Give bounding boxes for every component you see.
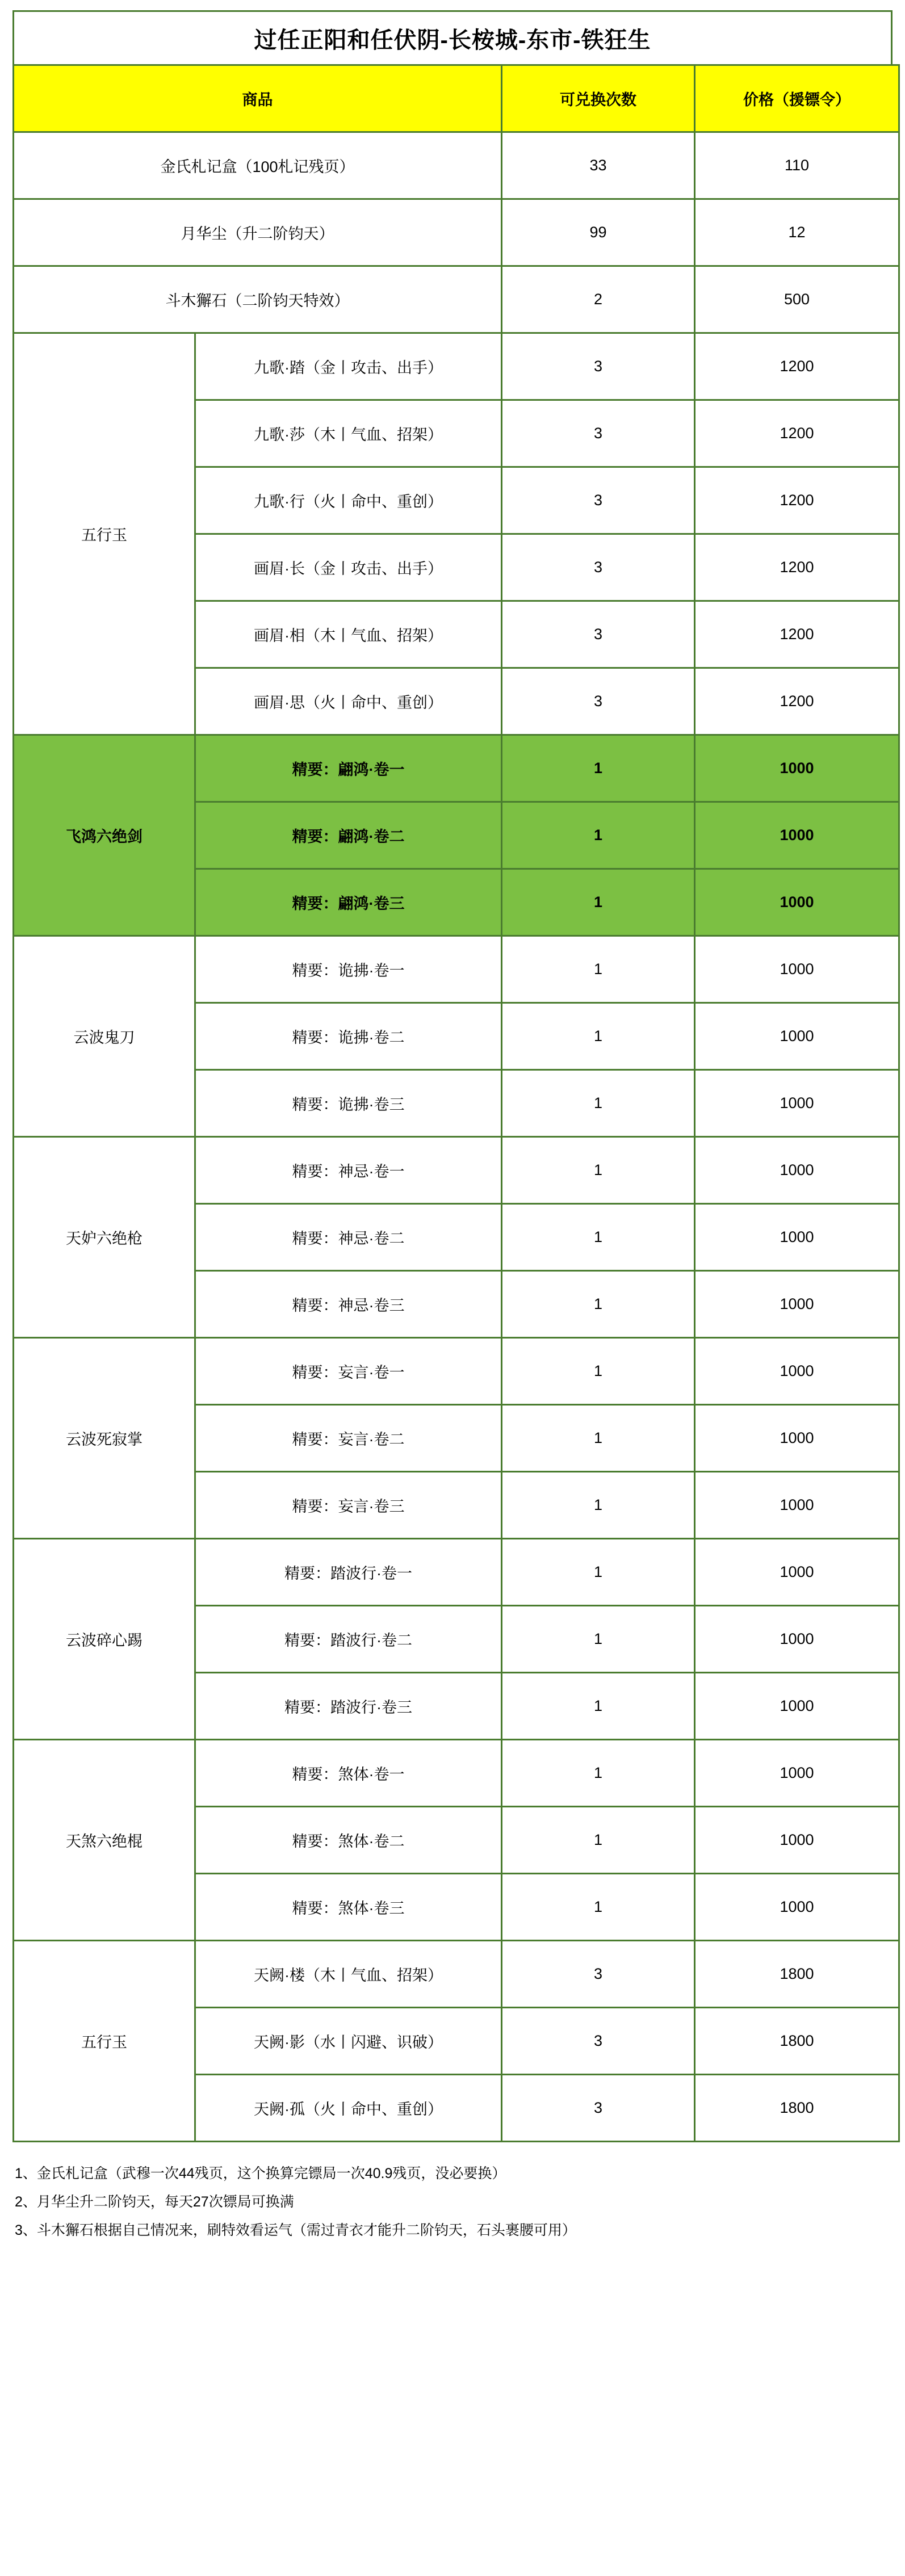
item-price-cell: 1000 — [695, 735, 899, 802]
item-price-cell: 1000 — [695, 1539, 899, 1606]
item-price-cell: 1000 — [695, 1070, 899, 1137]
item-name-cell: 天阙·孤（火丨命中、重创） — [195, 2075, 502, 2142]
item-name-cell: 精要：煞体·卷一 — [195, 1740, 502, 1807]
item-name-cell: 精要：神忌·卷一 — [195, 1137, 502, 1204]
table-row — [14, 1137, 899, 1204]
item-price-cell: 1800 — [695, 2008, 899, 2075]
item-name-cell: 精要：诡拂·卷三 — [195, 1070, 502, 1137]
item-name-cell: 精要：踏波行·卷二 — [195, 1606, 502, 1673]
table-row — [14, 132, 899, 199]
item-name-cell: 九歌·踏（金丨攻击、出手） — [195, 333, 502, 400]
item-price-cell: 1000 — [695, 1673, 899, 1740]
item-count-cell: 3 — [502, 467, 695, 534]
item-price-cell: 12 — [695, 199, 899, 266]
table-row — [14, 936, 899, 1003]
table-head — [14, 65, 899, 132]
notes-block — [12, 2162, 893, 2243]
item-name-cell: 九歌·莎（木丨气血、招架） — [195, 400, 502, 467]
item-count-cell: 99 — [502, 199, 695, 266]
item-name-cell: 斗木獬石（二阶钧天特效） — [14, 266, 502, 333]
item-count-cell: 1 — [502, 869, 695, 936]
item-count-cell: 3 — [502, 534, 695, 601]
exchange-table — [12, 64, 900, 2142]
item-price-cell: 1000 — [695, 802, 899, 869]
item-count-cell: 1 — [502, 1271, 695, 1338]
item-price-cell: 1000 — [695, 936, 899, 1003]
item-count-cell: 1 — [502, 1405, 695, 1472]
item-count-cell: 3 — [502, 2008, 695, 2075]
item-count-cell: 1 — [502, 802, 695, 869]
item-name-cell: 画眉·思（火丨命中、重创） — [195, 668, 502, 735]
item-count-cell: 3 — [502, 668, 695, 735]
item-count-cell: 3 — [502, 601, 695, 668]
note-line: 1、金氏札记盒（武穆一次44残页，这个换算完镖局一次40.9残页，没必要换） — [15, 2166, 506, 2181]
item-price-cell: 1000 — [695, 1874, 899, 1941]
item-price-cell: 1000 — [695, 1472, 899, 1539]
table-row — [14, 1941, 899, 2008]
item-count-cell: 1 — [502, 1740, 695, 1807]
item-price-cell: 1200 — [695, 601, 899, 668]
item-price-cell: 1200 — [695, 534, 899, 601]
item-price-cell: 1200 — [695, 400, 899, 467]
item-count-cell: 1 — [502, 936, 695, 1003]
item-name-cell: 画眉·相（木丨气血、招架） — [195, 601, 502, 668]
item-price-cell: 1000 — [695, 869, 899, 936]
item-count-cell: 3 — [502, 400, 695, 467]
table-row — [14, 1338, 899, 1405]
item-name-cell: 精要：煞体·卷三 — [195, 1874, 502, 1941]
item-count-cell: 1 — [502, 1204, 695, 1271]
item-count-cell: 2 — [502, 266, 695, 333]
table-row — [14, 1539, 899, 1606]
page-title-bar — [12, 10, 893, 64]
group-label-cell: 五行玉 — [14, 1941, 195, 2142]
column-header-count: 可兑换次数 — [502, 65, 695, 132]
group-label-cell: 云波鬼刀 — [14, 936, 195, 1137]
table-row — [14, 735, 899, 802]
item-count-cell: 1 — [502, 1606, 695, 1673]
item-name-cell: 金氏札记盒（100札记残页） — [14, 132, 502, 199]
item-name-cell: 精要：诡拂·卷一 — [195, 936, 502, 1003]
group-label-cell: 飞鸿六绝剑 — [14, 735, 195, 936]
group-label-cell: 云波死寂掌 — [14, 1338, 195, 1539]
item-name-cell: 精要：踏波行·卷三 — [195, 1673, 502, 1740]
item-count-cell: 1 — [502, 1472, 695, 1539]
table-header-row — [14, 65, 899, 132]
item-count-cell: 1 — [502, 1539, 695, 1606]
item-price-cell: 1000 — [695, 1338, 899, 1405]
item-count-cell: 1 — [502, 735, 695, 802]
item-count-cell: 1 — [502, 1003, 695, 1070]
page-title: 过任正阳和任伏阴-长桉城-东市-铁狂生 — [254, 27, 651, 53]
item-name-cell: 精要：神忌·卷二 — [195, 1204, 502, 1271]
column-header-price: 价格（援镖令） — [695, 65, 899, 132]
table-row — [14, 266, 899, 333]
item-price-cell: 1000 — [695, 1405, 899, 1472]
column-header-item: 商品 — [14, 65, 502, 132]
note-line: 3、斗木獬石根据自己情况来，刷特效看运气（需过青衣才能升二阶钧天，石头裹腰可用） — [15, 2222, 576, 2238]
item-price-cell: 1800 — [695, 1941, 899, 2008]
item-count-cell: 33 — [502, 132, 695, 199]
item-name-cell: 月华尘（升二阶钧天） — [14, 199, 502, 266]
item-price-cell: 1800 — [695, 2075, 899, 2142]
item-name-cell: 精要：翩鸿·卷三 — [195, 869, 502, 936]
item-price-cell: 1200 — [695, 333, 899, 400]
table-row — [14, 199, 899, 266]
item-name-cell: 精要：翩鸿·卷二 — [195, 802, 502, 869]
item-name-cell: 精要：踏波行·卷一 — [195, 1539, 502, 1606]
item-count-cell: 3 — [502, 2075, 695, 2142]
item-name-cell: 精要：诡拂·卷二 — [195, 1003, 502, 1070]
group-label-cell: 五行玉 — [14, 333, 195, 735]
item-name-cell: 精要：妄言·卷三 — [195, 1472, 502, 1539]
item-price-cell: 1000 — [695, 1271, 899, 1338]
item-price-cell: 1000 — [695, 1204, 899, 1271]
item-price-cell: 1000 — [695, 1003, 899, 1070]
table-body — [14, 132, 899, 2142]
item-price-cell: 1200 — [695, 668, 899, 735]
item-count-cell: 1 — [502, 1070, 695, 1137]
item-count-cell: 1 — [502, 1338, 695, 1405]
item-price-cell: 1000 — [695, 1606, 899, 1673]
group-label-cell: 天煞六绝棍 — [14, 1740, 195, 1941]
table-row — [14, 1740, 899, 1807]
item-name-cell: 天阙·楼（木丨气血、招架） — [195, 1941, 502, 2008]
item-count-cell: 1 — [502, 1874, 695, 1941]
item-count-cell: 1 — [502, 1673, 695, 1740]
note-line: 2、月华尘升二阶钧天，每天27次镖局可换满 — [15, 2193, 294, 2210]
item-price-cell: 1000 — [695, 1137, 899, 1204]
item-price-cell: 1200 — [695, 467, 899, 534]
group-label-cell: 天妒六绝枪 — [14, 1137, 195, 1338]
item-count-cell: 3 — [502, 333, 695, 400]
item-price-cell: 110 — [695, 132, 899, 199]
table-row — [14, 333, 899, 400]
item-name-cell: 画眉·长（金丨攻击、出手） — [195, 534, 502, 601]
item-name-cell: 九歌·行（火丨命中、重创） — [195, 467, 502, 534]
item-name-cell: 精要：煞体·卷二 — [195, 1807, 502, 1874]
item-price-cell: 1000 — [695, 1740, 899, 1807]
item-name-cell: 精要：妄言·卷二 — [195, 1405, 502, 1472]
group-label-cell: 云波碎心踢 — [14, 1539, 195, 1740]
item-name-cell: 精要：翩鸿·卷一 — [195, 735, 502, 802]
item-name-cell: 精要：妄言·卷一 — [195, 1338, 502, 1405]
item-name-cell: 精要：神忌·卷三 — [195, 1271, 502, 1338]
item-count-cell: 1 — [502, 1137, 695, 1204]
item-price-cell: 1000 — [695, 1807, 899, 1874]
item-name-cell: 天阙·影（水丨闪避、识破） — [195, 2008, 502, 2075]
item-price-cell: 500 — [695, 266, 899, 333]
item-count-cell: 3 — [502, 1941, 695, 2008]
item-count-cell: 1 — [502, 1807, 695, 1874]
